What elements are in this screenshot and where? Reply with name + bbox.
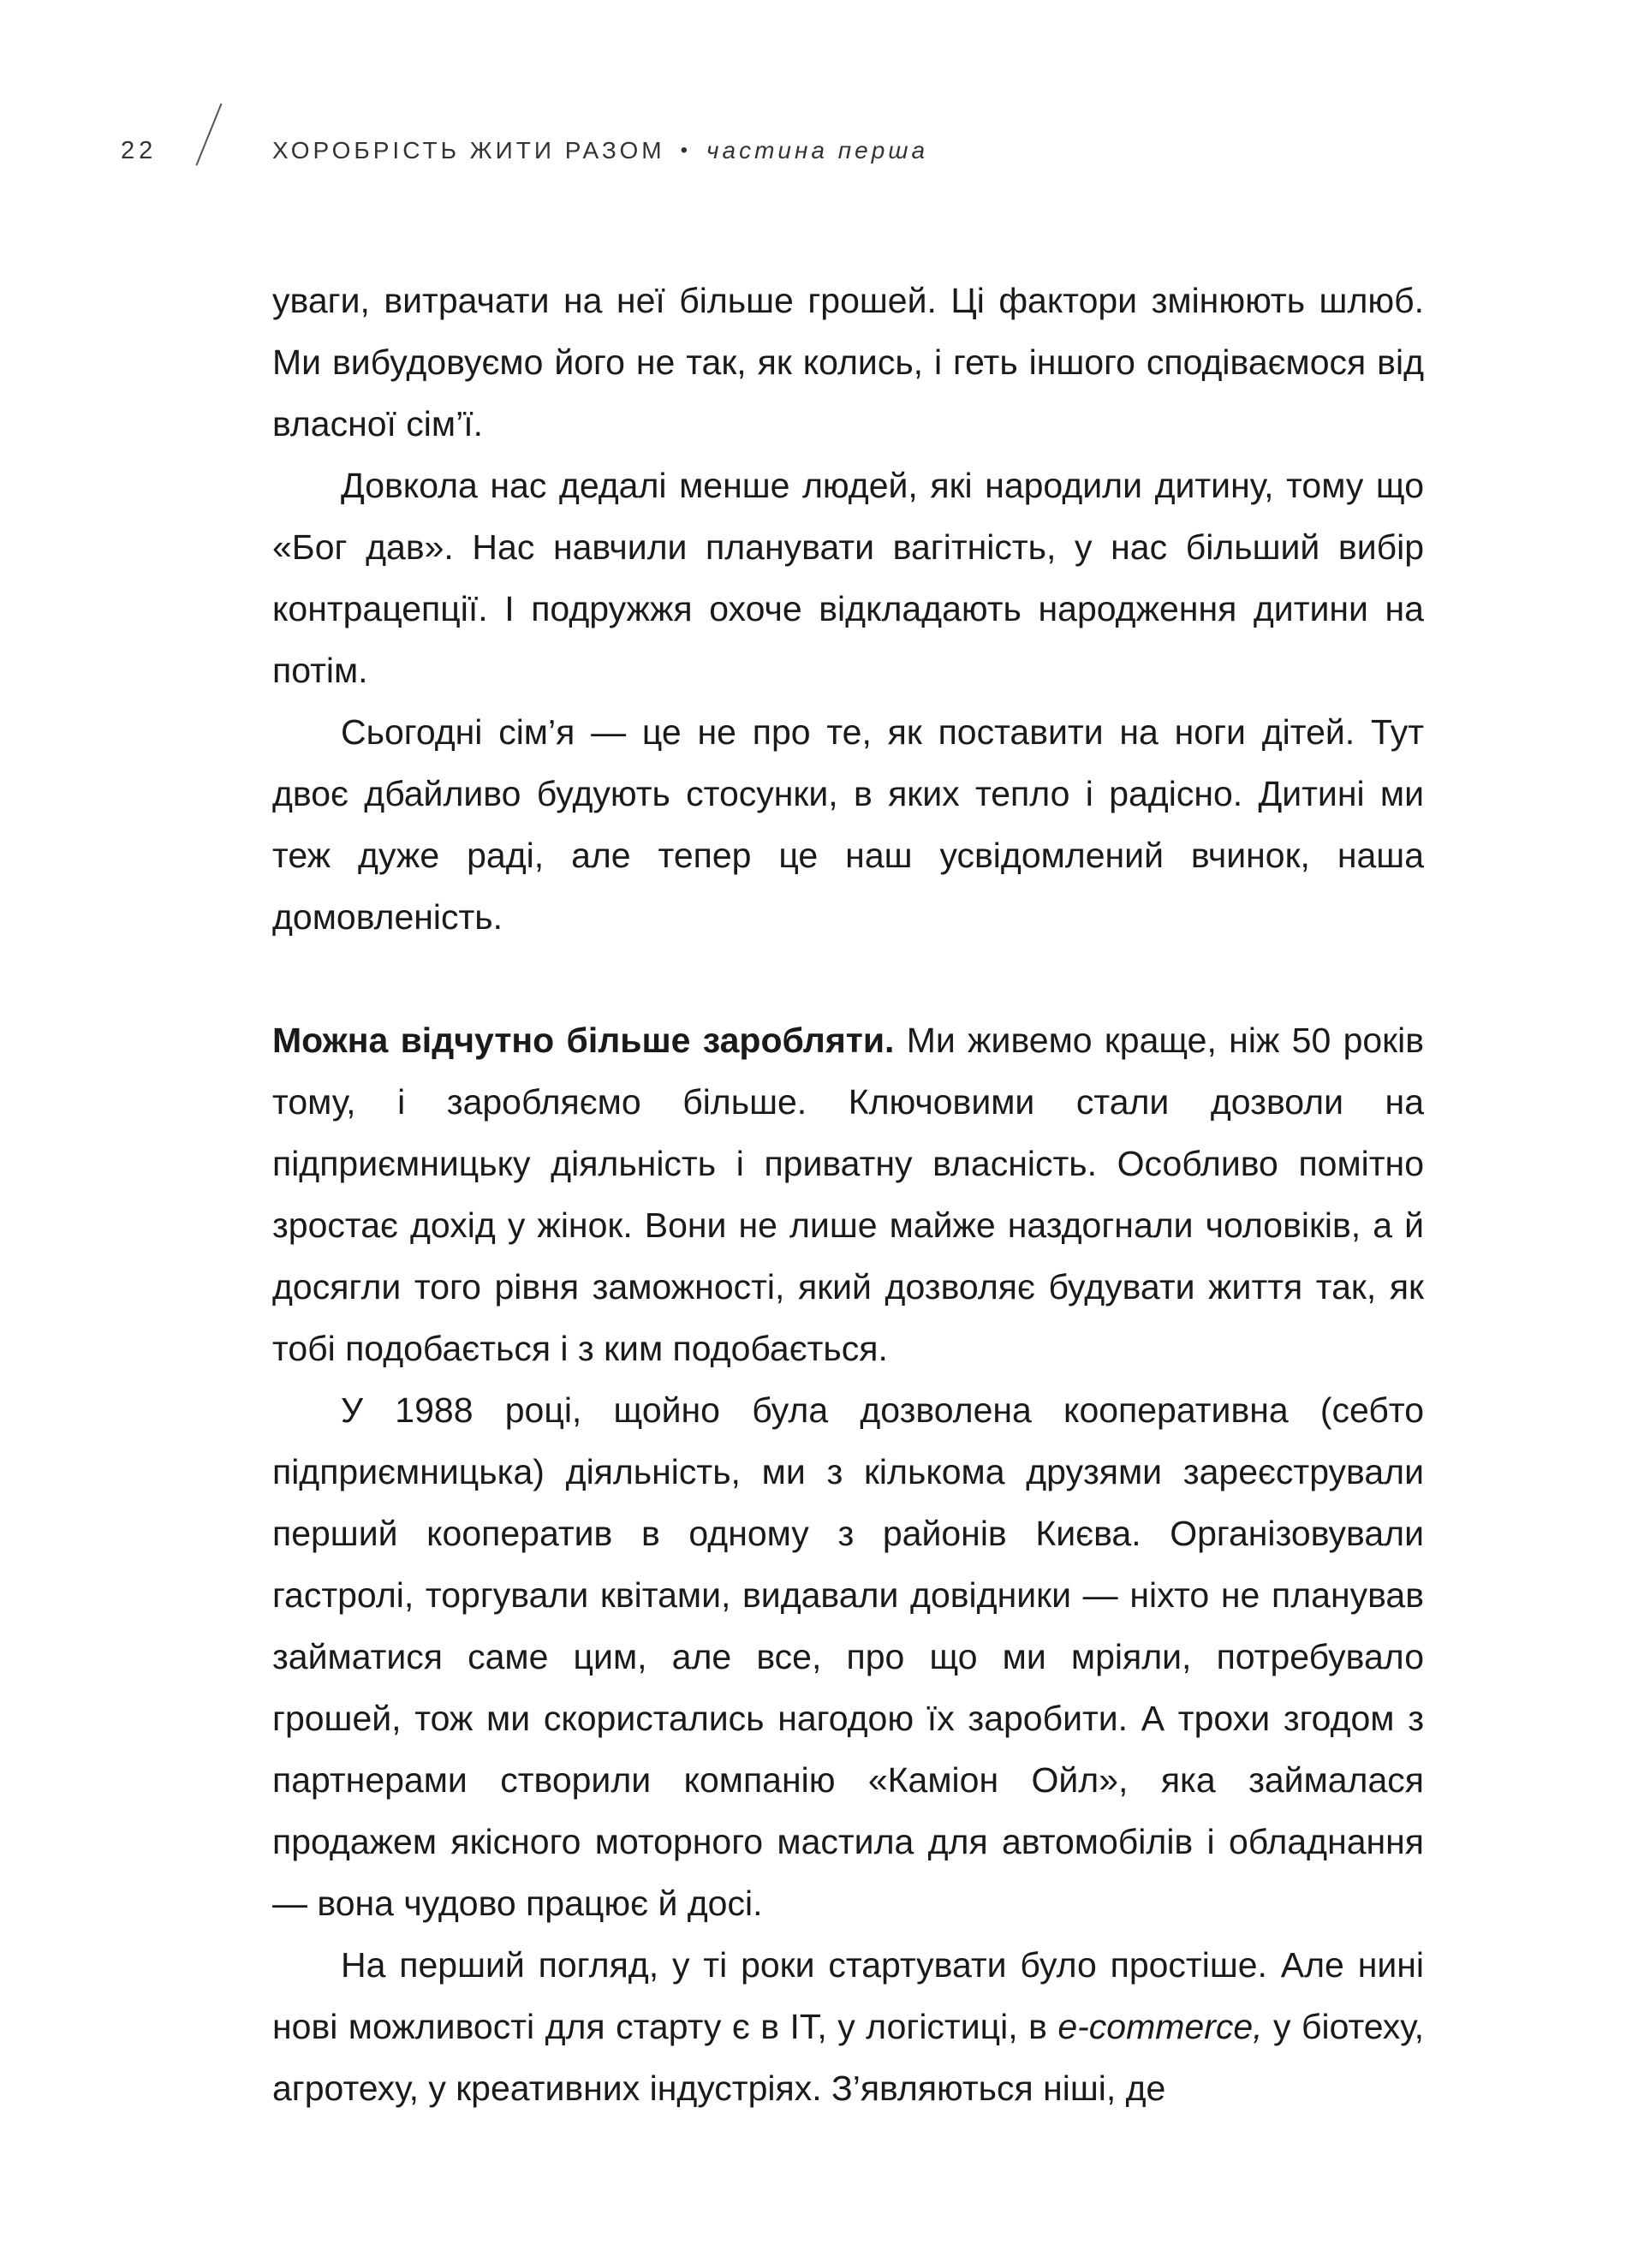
paragraph-3: Сьогодні сім’я — це не про те, як поставити на ноги дітей. Тут двоє дбайливо будують стосунки, в яких тепло і радісно. Дитині ми теж дуже раді, але тепер це наш усвідомлений вчинок, наша домовленість. <box>272 712 1424 937</box>
paragraph-2: Довкола нас дедалі менше людей, які народили дитину, тому що «Бог дав». Нас навчили планувати вагітність, у нас більший вибір контрацепції. І подружжя охоче відкладають народження дитини на потім. <box>272 466 1424 690</box>
ecommerce-term: e-commerce, <box>1057 2007 1263 2046</box>
page-number: 22 <box>121 136 158 164</box>
paragraph-6-text-a: На перший погляд, у ті роки стартувати було простіше. Але нині нові можливості для старту є в IT, у логістиці, в <box>272 1945 1424 2046</box>
paragraph-4-text: Ми живемо краще, ніж 50 років тому, і заробляємо більше. Ключовими стали дозволи на підприємницьку діяльність і приватну власність. Особливо помітно зростає дохід у жінок. Вони не лише майже наздогнали чоловіків, а й досягли того рівня заможності, який дозволяє будувати життя так, як тобі подобається і з ким подобається. <box>272 1021 1424 1368</box>
paragraph-6 <box>272 1934 1424 2119</box>
section-lead-heading: Можна відчутно більше заробляти. <box>272 1021 895 1060</box>
running-title <box>272 125 928 176</box>
header-bullet-separator: • <box>680 139 692 162</box>
page-body <box>272 270 1424 2119</box>
page-number-container <box>121 125 198 176</box>
paragraph-1: уваги, витрачати на неї більше грошей. Ці фактори змінюють шлюб. Ми вибудовуємо його не так, як колись, і геть іншого сподіваємося від власної сім’ї. <box>272 281 1424 443</box>
paragraph-5: У 1988 році, щойно була дозволена кооперативна (себто підприємницька) діяльність, ми з кількома друзями зареєстрували перший кооператив в одному з районів Києва. Організовували гастролі, торгували квітами, видавали довідники — ніхто не планував займатися саме цим, але все, про що ми мріяли, потребувало грошей, тож ми скористались нагодою їх заробити. А трохи згодом з партнерами створили компанію «Каміон Ойл», яка займалася продажем якісного моторного мастила для автомобілів і обладнання — вона чудово працює й досі. <box>272 1390 1424 1923</box>
part-label: частина перша <box>706 137 929 164</box>
header-slash-divider <box>195 103 222 165</box>
paragraph-6-text-b: у біотеху, агротеху, у креативних індустріях. З’являються ніші, де <box>272 2007 1424 2108</box>
paragraph-4 <box>272 1009 1424 1379</box>
book-title: ХОРОБРІСТЬ ЖИТИ РАЗОМ <box>272 137 665 164</box>
